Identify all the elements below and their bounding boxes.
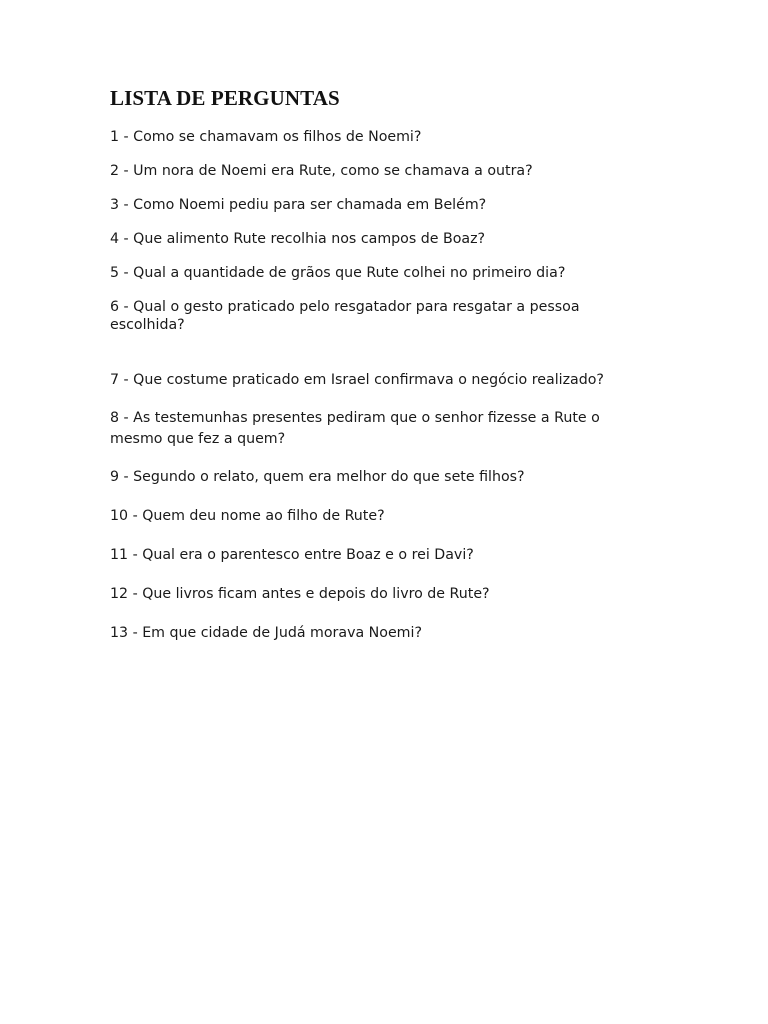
question-8: 8 - As testemunhas presentes pediram que o senhor fizesse a Rute o mesmo que fez a quem? — [110, 410, 600, 447]
question-5: 5 - Qual a quantidade de grãos que Rute colhei no primeiro dia? — [110, 265, 566, 281]
question-7: 7 - Que costume praticado em Israel confirmava o negócio realizado? — [110, 372, 604, 388]
question-9: 9 - Segundo o relato, quem era melhor do que sete filhos? — [110, 469, 525, 485]
question-13: 13 - Em que cidade de Judá morava Noemi? — [110, 625, 422, 641]
question-1: 1 - Como se chamavam os filhos de Noemi? — [110, 129, 422, 145]
question-2: 2 - Um nora de Noemi era Rute, como se chamava a outra? — [110, 163, 533, 179]
question-11: 11 - Qual era o parentesco entre Boaz e o rei Davi? — [110, 547, 474, 563]
page-title: LISTA DE PERGUNTAS — [110, 86, 340, 110]
question-6: 6 - Qual o gesto praticado pelo resgatador para resgatar a pessoa escolhida? — [110, 299, 580, 333]
question-10: 10 - Quem deu nome ao filho de Rute? — [110, 508, 385, 524]
question-4: 4 - Que alimento Rute recolhia nos campos de Boaz? — [110, 231, 486, 247]
question-3: 3 - Como Noemi pediu para ser chamada em Belém? — [110, 197, 487, 213]
question-12: 12 - Que livros ficam antes e depois do livro de Rute? — [110, 586, 490, 602]
